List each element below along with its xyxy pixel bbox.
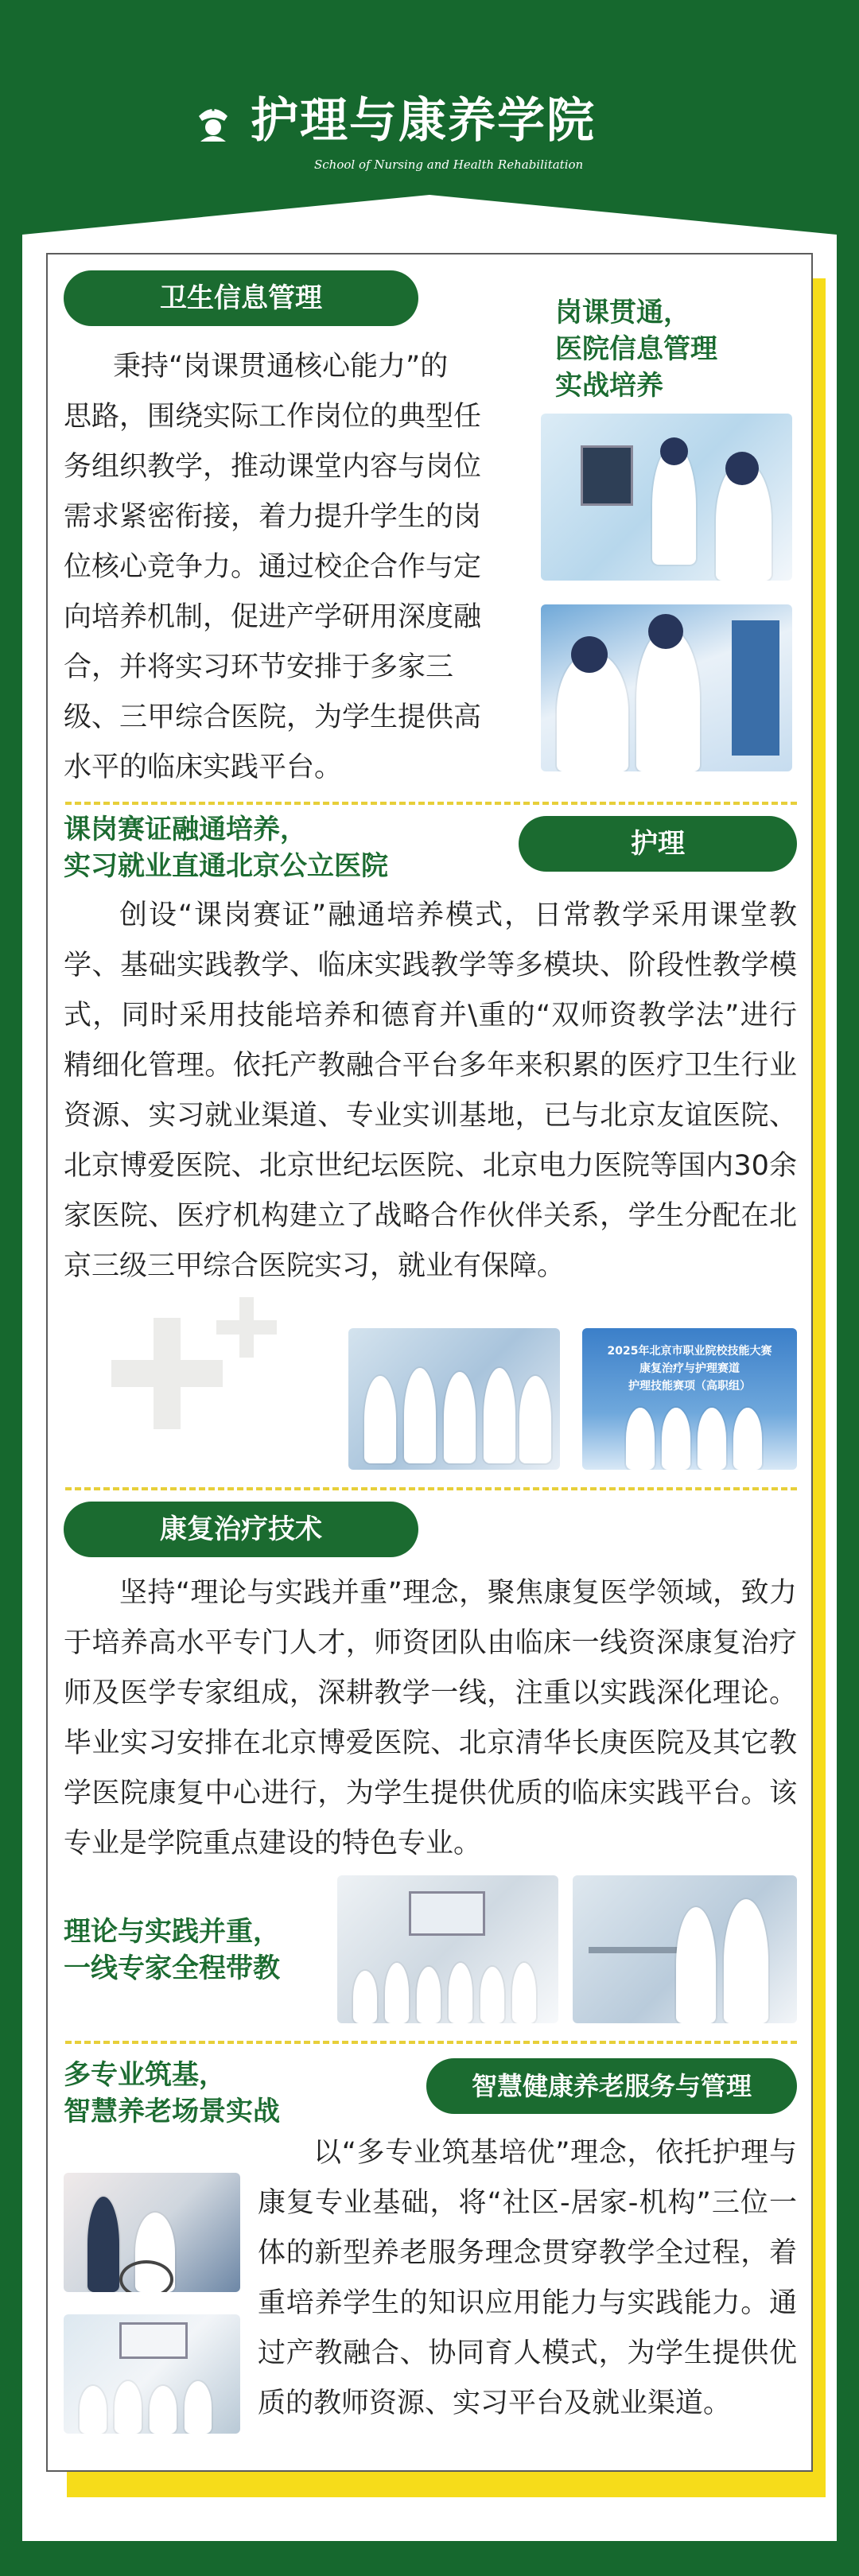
pill-elderly: 智慧健康养老服务与管理: [426, 2058, 797, 2114]
text-nursing: 创设“课岗赛证”融通培养模式，日常教学采用课堂教学、基础实践教学、临床实践教学等多模块、阶段性教学模式，同时采用技能培养和德育并\重的“双师资教学法”进行精细化管理。依托产教融合平台多年来积累的医疗卫生行业资源、实习就业渠道、专业实训基地，已与北京友谊医院、北京博爱医院、北京世纪坛医院、北京电力医院等国内30余家医院、医疗机构建立了战略合作伙伴关系，学生分配在北京三级三甲综合医院实习，就业有保障。: [64, 899, 797, 1282]
divider: [65, 1487, 797, 1490]
tagline-nursing: 课岗赛证融通培养， 实习就业直通北京公立医院: [64, 814, 388, 882]
photo-records-room: [541, 604, 792, 771]
text-health-info: 秉持“岗课贯通核心能力”的 思路，围绕实际工作岗位的典型任 务组织教学，推动课堂内容与岗位 需求紧密衔接，着力提升学生的岗 位核心竞争力。通过校企合作与定 向培养机制，促进产学研用深度融 合，并将实习环节安排于多家三 级、三甲综合医院，为学生提供高 水平的临床实践平台。: [64, 351, 482, 783]
decorative-cross: [154, 1318, 181, 1429]
page-title: 护理与康养学院: [251, 93, 596, 149]
photo-nursing-practice: [348, 1328, 560, 1470]
pill-nursing: 护理: [519, 816, 797, 872]
nurse-cap-logo-icon: [192, 100, 234, 142]
tagline-health-info: 岗课贯通， 医院信息管理 实战培养: [555, 297, 717, 402]
photo-lecture-hall: [337, 1875, 558, 2023]
photo-skills-competition: 2025年北京市职业院校技能大赛 康复治疗与护理赛道 护理技能赛项（高职组）: [582, 1328, 797, 1470]
photo-elderly-care-class: [64, 2314, 240, 2434]
divider: [65, 802, 797, 805]
tagline-rehab: 理论与实践并重， 一线专家全程带教: [64, 1916, 280, 1984]
tagline-elderly: 多专业筑基， 智慧养老场景实战: [64, 2059, 280, 2127]
text-rehab: 坚持“理论与实践并重”理念，聚焦康复医学领域，致力于培养高水平专门人才，师资团队由临床一线资深康复治疗师及医学专家组成，深耕教学一线，注重以实践深化理论。毕业实习安排在北京博爱医院、北京清华长庚医院及其它教学医院康复中心进行，为学生提供优质的临床实践平台。该专业是学院重点建设的特色专业。: [64, 1577, 797, 1859]
text-elderly: 以“多专业筑基培优”理念，依托护理与康复专业基础，将“社区-居家-机构”三位一体的新型养老服务理念贯穿教学全过程，着重培养学生的知识应用能力与实践能力。通过产教融合、协同育人模式，为学生提供优质的教师资源、实习平台及就业渠道。: [258, 2137, 797, 2419]
content-card: [46, 253, 813, 2472]
pill-rehab: 康复治疗技术: [64, 1502, 418, 1557]
photo-computer-lab: [541, 414, 792, 581]
pill-health-info: 卫生信息管理: [64, 270, 418, 326]
photo-elderly-care-practice: [64, 2173, 240, 2292]
photo-rehab-training: [573, 1875, 797, 2023]
page-subtitle: School of Nursing and Health Rehabilitation: [314, 157, 584, 172]
decorative-cross: [239, 1297, 254, 1358]
divider: [65, 2041, 797, 2044]
